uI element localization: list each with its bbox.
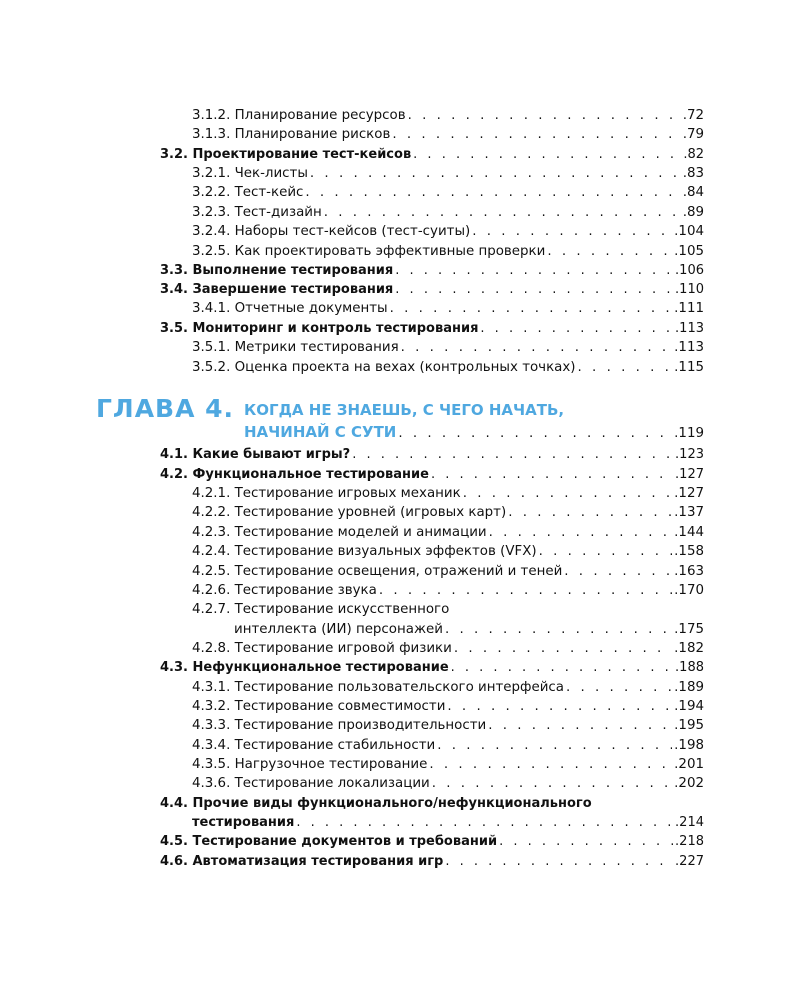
toc-entry-label: 3.1.2. Планирование ресурсов — [192, 108, 406, 123]
toc-entry-label: 4.1. Какие бывают игры? — [160, 447, 351, 462]
chapter-title-line-2 — [244, 421, 704, 443]
toc-page-number: .144 — [674, 525, 704, 540]
toc-entry-label: 4.2.2. Тестирование уровней (игровых карт) — [192, 505, 507, 520]
toc-page-number: .170 — [674, 583, 704, 598]
dot-leader — [324, 203, 681, 222]
toc-entry-continuation — [192, 813, 704, 832]
dot-leader — [488, 716, 672, 735]
dot-leader — [451, 658, 673, 677]
toc-entry-label: 3.5.1. Метрики тестирования — [192, 340, 399, 355]
toc-entry-continuation — [234, 620, 704, 639]
toc-page-number: .188 — [675, 660, 704, 675]
toc-page-number: .189 — [674, 680, 704, 695]
toc-page-number: .84 — [682, 185, 704, 200]
toc-entry-label: 4.5. Тестирование документов и требований — [160, 834, 498, 849]
toc-page-number: .72 — [682, 108, 704, 123]
dot-leader — [489, 523, 673, 542]
toc-entry-label: 3.2.4. Наборы тест-кейсов (тест-суиты) — [192, 224, 471, 239]
toc-entry-label: 3.2.5. Как проектировать эффективные проверки — [192, 244, 546, 259]
dot-leader — [578, 358, 673, 377]
dot-leader — [499, 832, 673, 851]
toc-entry — [192, 678, 704, 697]
toc-entry — [192, 299, 704, 318]
toc-entry-label: 3.2.2. Тест-кейс — [192, 185, 304, 200]
toc-page-number: .106 — [675, 263, 704, 278]
dot-leader — [432, 774, 672, 793]
dot-leader — [408, 106, 681, 125]
chapter-title-continuation: НАЧИНАЙ С СУТИ — [244, 423, 397, 441]
toc-entry — [192, 736, 704, 755]
toc-section-entry — [160, 319, 704, 338]
toc-entry-label: 4.3.4. Тестирование стабильности — [192, 738, 436, 753]
toc-page-number: .79 — [682, 127, 704, 142]
toc-page-number: .113 — [674, 340, 704, 355]
toc-page-number: .227 — [675, 854, 704, 869]
toc-entry-label: 4.3.5. Нагрузочное тестирование — [192, 757, 428, 772]
toc-entry-label: 4.2.4. Тестирование визуальных эффектов (VFX) — [192, 544, 537, 559]
dot-leader — [305, 183, 680, 202]
dot-leader — [547, 242, 672, 261]
dot-leader — [447, 697, 672, 716]
toc-entry-label: 4.2.1. Тестирование игровых механик — [192, 486, 461, 501]
toc-page-number: .214 — [675, 815, 704, 830]
dot-leader — [480, 319, 673, 338]
toc-section-entry — [160, 445, 704, 464]
toc-page-number: .163 — [674, 564, 704, 579]
toc-page-number: .201 — [674, 757, 704, 772]
toc-entry-label: 3.5.2. Оценка проекта на вехах (контрольных точках) — [192, 360, 576, 375]
toc-entry-label: 4.4. Прочие виды функционального/нефункционального — [160, 796, 592, 811]
toc-entry-label: 3.3. Выполнение тестирования — [160, 263, 394, 278]
toc-section-entry — [160, 145, 704, 164]
dot-leader — [401, 338, 673, 357]
dot-leader — [508, 503, 672, 522]
toc-entry — [192, 639, 704, 658]
dot-leader — [463, 484, 672, 503]
toc-entry-label: 3.1.3. Планирование рисков — [192, 127, 391, 142]
dot-leader — [392, 125, 680, 144]
dot-leader — [413, 145, 681, 164]
toc-entry-label: 4.2.7. Тестирование искусственного — [192, 602, 450, 617]
toc-page-number: .115 — [674, 360, 704, 375]
toc-page-number: .218 — [675, 834, 704, 849]
toc-page-number: .119 — [674, 426, 704, 441]
toc-entry-label: интеллекта (ИИ) персонажей — [234, 622, 443, 637]
dot-leader — [454, 639, 672, 658]
toc-entry-label: 3.2. Проектирование тест-кейсов — [160, 147, 412, 162]
toc-entry — [192, 203, 704, 222]
toc-entry — [192, 523, 704, 542]
dot-leader — [390, 299, 673, 318]
toc-page-number: .83 — [682, 166, 704, 181]
toc-entry — [192, 183, 704, 202]
toc-entry-label: 4.2.8. Тестирование игровой физики — [192, 641, 452, 656]
dot-leader — [352, 445, 673, 464]
toc-section-entry — [160, 280, 704, 299]
dot-leader — [445, 852, 673, 871]
toc-entry-label: 4.3.2. Тестирование совместимости — [192, 699, 446, 714]
toc-entry-label: 3.5. Мониторинг и контроль тестирования — [160, 321, 479, 336]
toc-section-entry — [160, 852, 704, 871]
toc-entry-label: 4.3.6. Тестирование локализации — [192, 776, 430, 791]
toc-entry-label: 3.2.1. Чек-листы — [192, 166, 308, 181]
toc-entry — [192, 338, 704, 357]
dot-leader — [379, 581, 672, 600]
dot-leader — [431, 465, 673, 484]
toc-page-number: .105 — [674, 244, 704, 259]
toc-page-number: .137 — [674, 505, 704, 520]
toc-page-number: .175 — [674, 622, 704, 637]
toc-entry — [192, 716, 704, 735]
chapter-number: ГЛАВА 4. — [96, 394, 235, 423]
toc-entry — [192, 358, 704, 377]
toc-entry — [192, 503, 704, 522]
toc-page-number: .198 — [674, 738, 704, 753]
toc-page-number: .127 — [674, 486, 704, 501]
toc-page-number: .104 — [674, 224, 704, 239]
toc-page-number: .110 — [675, 282, 704, 297]
toc-page-number: .123 — [675, 447, 704, 462]
toc-entry-label: 4.3.1. Тестирование пользовательского интерфейса — [192, 680, 564, 695]
toc-entry-label: 4.2. Функциональное тестирование — [160, 467, 429, 482]
toc-page-number: .89 — [682, 205, 704, 220]
toc-entry-label: 3.4.1. Отчетные документы — [192, 301, 388, 316]
toc-entry-label: 4.3. Нефункциональное тестирование — [160, 660, 449, 675]
dot-leader — [472, 222, 672, 241]
dot-leader — [437, 736, 672, 755]
dot-leader — [395, 261, 673, 280]
dot-leader — [539, 542, 673, 561]
toc-section-entry — [160, 832, 704, 851]
toc-section-entry — [160, 261, 704, 280]
toc-entry-label: 4.2.3. Тестирование моделей и анимации — [192, 525, 487, 540]
toc-page-number: .158 — [674, 544, 704, 559]
dot-leader — [296, 813, 673, 832]
dot-leader — [310, 164, 681, 183]
toc-entry-label: 3.2.3. Тест-дизайн — [192, 205, 322, 220]
chapter-title: КОГДА НЕ ЗНАЕШЬ, С ЧЕГО НАЧАТЬ, — [244, 401, 565, 419]
toc-page-number: .111 — [674, 301, 704, 316]
toc-page-number: .202 — [674, 776, 704, 791]
toc-entry — [192, 697, 704, 716]
toc-page-number: .182 — [674, 641, 704, 656]
toc-page-number: .195 — [674, 718, 704, 733]
toc-entry — [192, 164, 704, 183]
toc-entry-label: 4.6. Автоматизация тестирования игр — [160, 854, 444, 869]
toc-page-number: .127 — [675, 467, 704, 482]
toc-section-entry — [160, 658, 704, 677]
toc-entry — [192, 581, 704, 600]
toc-section-entry — [160, 465, 704, 484]
toc-page-number: .82 — [683, 147, 704, 162]
toc-entry — [192, 242, 704, 261]
toc-entry — [192, 106, 704, 125]
toc-entry — [192, 774, 704, 793]
dot-leader — [429, 755, 672, 774]
toc-entry-label: тестирования — [192, 815, 295, 830]
toc-entry-label: 4.3.3. Тестирование производительности — [192, 718, 487, 733]
toc-entry — [192, 222, 704, 241]
toc-entry-label: 3.4. Завершение тестирования — [160, 282, 394, 297]
toc-page-number: .113 — [675, 321, 704, 336]
dot-leader — [564, 562, 672, 581]
dot-leader — [566, 678, 672, 697]
dot-leader — [445, 620, 672, 639]
toc-entry — [192, 755, 704, 774]
toc-entry — [192, 542, 704, 561]
toc-entry — [192, 562, 704, 581]
toc-entry — [192, 125, 704, 144]
toc-entry-label: 4.2.6. Тестирование звука — [192, 583, 377, 598]
toc-page-number: .194 — [674, 699, 704, 714]
dot-leader — [395, 280, 673, 299]
toc-entry-label: 4.2.5. Тестирование освещения, отражений и теней — [192, 564, 563, 579]
dot-leader — [398, 423, 672, 445]
toc-entry — [192, 484, 704, 503]
